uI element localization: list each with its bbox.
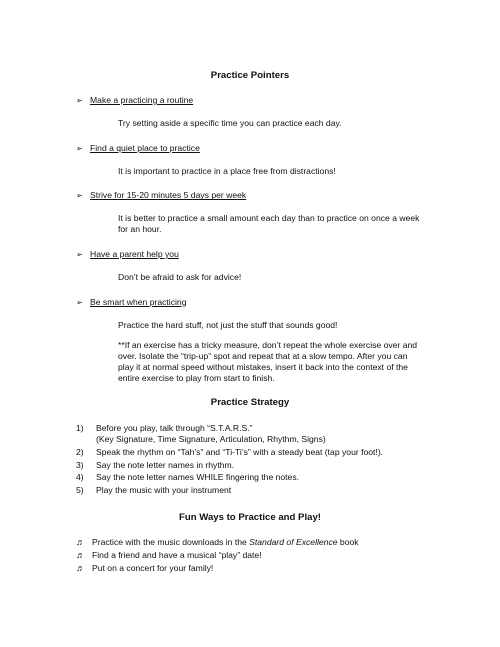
fun-ways-title: Fun Ways to Practice and Play! — [179, 511, 321, 523]
arrow-head-icon: ➢ — [76, 297, 83, 307]
pointer-text: **If an exercise has a tricky measure, don’t repeat the whole exercise over and over. Isolate the “trip-up” spot and repeat that at a slow tempo. After you can play it at normal speed without mistakes, insert it back into the context of the entire exercise to play from start to finish. — [118, 340, 418, 383]
pointer-item — [76, 297, 424, 384]
pointer-item — [76, 143, 424, 177]
strategy-item — [76, 472, 424, 483]
pointer-text: Don’t be afraid to ask for advice! — [118, 271, 242, 282]
pointer-body — [118, 272, 424, 283]
pointer-text: Practice the hard stuff, not just the stuff that sounds good! — [118, 319, 338, 330]
pointer-heading — [76, 143, 424, 154]
pointer-body — [118, 320, 424, 384]
fun-ways-list — [76, 537, 424, 575]
strategy-list — [76, 423, 424, 495]
arrow-head-icon: ➢ — [76, 143, 83, 153]
fun-text — [92, 537, 359, 548]
strategy-text — [96, 472, 299, 483]
strategy-line: Speak the rhythm on “Tah’s” and “Ti-Ti’s” with a steady beat (tap your foot!). — [96, 446, 384, 457]
fun-text-pre: Find a friend and have a musical “play” date! — [92, 549, 262, 560]
practice-strategy-title: Practice Strategy — [210, 397, 290, 409]
strategy-line: Before you play, talk through “S.T.A.R.S.” — [96, 423, 253, 434]
music-note-icon: ♬ — [76, 536, 85, 547]
pointer-text: It is important to practice in a place free from distractions! — [118, 165, 336, 176]
pointer-title: Make a practicing a routine — [90, 94, 194, 105]
fun-item — [76, 550, 424, 561]
strategy-number: 2) — [76, 446, 84, 457]
music-note-icon: ♬ — [76, 563, 85, 574]
pointer-text: It is better to practice a small amount each day than to practice on once a week for an hour. — [118, 213, 420, 235]
strategy-line: (Key Signature, Time Signature, Articulation, Rhythm, Signs) — [96, 434, 326, 445]
pointer-heading — [76, 190, 424, 201]
strategy-item — [76, 460, 424, 471]
pointer-heading — [76, 249, 424, 260]
strategy-text — [96, 447, 383, 458]
pointer-body — [118, 166, 424, 177]
strategy-text — [96, 460, 234, 471]
fun-text-title: Standard of Excellence — [249, 536, 338, 547]
pointer-body — [118, 213, 424, 234]
fun-text — [92, 550, 262, 561]
pointer-title: Be smart when practicing — [90, 296, 187, 307]
pointer-text: Try setting aside a specific time you can practice each day. — [118, 117, 342, 128]
pointer-item — [76, 249, 424, 283]
fun-text-pre: Put on a concert for your family! — [92, 563, 214, 574]
pointers-list — [76, 95, 424, 383]
strategy-line: Play the music with your instrument — [96, 484, 232, 495]
pointer-title: Find a quiet place to practice — [90, 142, 200, 153]
strategy-line: Say the note letter names WHILE fingering the notes. — [96, 472, 300, 483]
arrow-head-icon: ➢ — [76, 249, 83, 259]
fun-item — [76, 537, 424, 548]
pointer-item — [76, 95, 424, 129]
pointer-item — [76, 190, 424, 234]
pointer-title: Have a parent help you — [90, 248, 179, 259]
fun-item — [76, 563, 424, 574]
pointer-heading — [76, 95, 424, 106]
pointer-heading — [76, 297, 424, 308]
fun-text — [92, 563, 213, 574]
fun-text-post: book — [337, 536, 359, 547]
practice-pointers-title: Practice Pointers — [210, 70, 290, 81]
music-note-icon: ♬ — [76, 549, 85, 560]
pointer-title: Strive for 15-20 minutes 5 days per week — [90, 190, 247, 201]
strategy-number: 5) — [76, 484, 84, 495]
strategy-number: 4) — [76, 472, 84, 483]
arrow-head-icon: ➢ — [76, 191, 83, 201]
strategy-item — [76, 423, 424, 444]
fun-text-pre: Practice with the music downloads in the — [92, 536, 250, 547]
strategy-item — [76, 485, 424, 496]
strategy-text — [96, 423, 326, 444]
arrow-head-icon: ➢ — [76, 95, 83, 105]
strategy-number: 3) — [76, 459, 84, 470]
strategy-number: 1) — [76, 423, 84, 434]
strategy-text — [96, 485, 231, 496]
strategy-line: Say the note letter names in rhythm. — [96, 459, 235, 470]
pointer-body — [118, 118, 424, 129]
strategy-item — [76, 447, 424, 458]
